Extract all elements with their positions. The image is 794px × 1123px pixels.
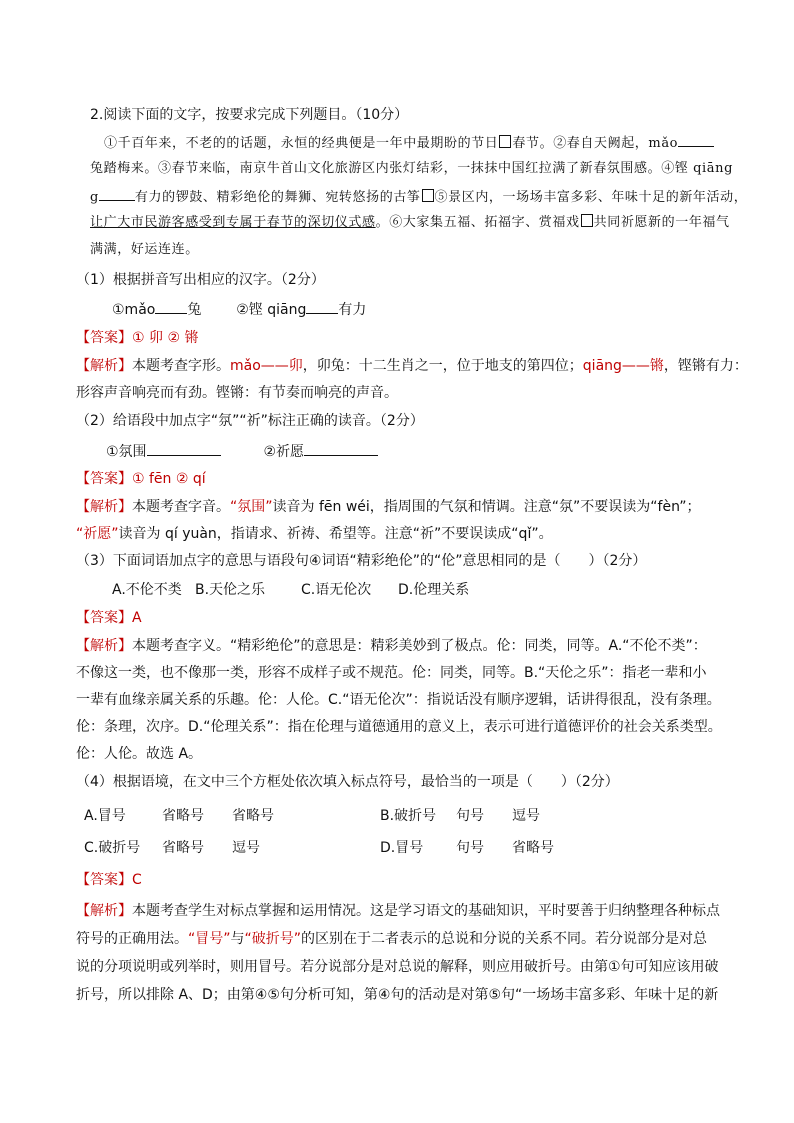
analysis-tag: 【解析】 bbox=[76, 638, 132, 654]
analysis-highlight: mǎo——卯 bbox=[230, 358, 303, 374]
q4-analysis-line-1 bbox=[76, 901, 720, 921]
q4-option-d-1: D.冒号 bbox=[380, 840, 424, 856]
passage-text: g bbox=[90, 190, 99, 205]
analysis-text: 本题考查学生对标点掌握和运用情况。这是学习语文的基础知识，平时要善于归纳整理各种标点 bbox=[132, 903, 720, 919]
passage-line-4 bbox=[90, 213, 730, 233]
blank-line bbox=[306, 299, 338, 314]
analysis-highlight: “祈愿” bbox=[76, 526, 119, 542]
blank-box-3 bbox=[581, 214, 593, 227]
analysis-text: ，铿锵有力： bbox=[663, 358, 748, 374]
answer-text: ① fēn ② qí bbox=[132, 471, 206, 487]
analysis-text: 的区别在于二者表示的总说和分说的关系不同。若分说部分是对总 bbox=[301, 931, 708, 947]
q2-stem: （2）给语段中加点字“氛”“祈”标注正确的读音。（2分） bbox=[76, 413, 424, 429]
q4-analysis-line-4: 折号，所以排除 A、D；由第④⑤句分析可知，第④句的活动是对第⑤句“一场场丰富多彩、年味十足的新 bbox=[76, 987, 719, 1003]
passage-line-3 bbox=[90, 186, 747, 208]
q3-option-d: D.伦理关系 bbox=[398, 582, 470, 598]
analysis-text: 符号的正确用法。 bbox=[76, 931, 188, 947]
q1-analysis-line-2: 形容声音响亮而有劲。铿锵：有节奏而响亮的声音。 bbox=[76, 385, 398, 401]
q1-item-a-tail: 兔 bbox=[187, 302, 202, 318]
passage-line-1 bbox=[104, 132, 714, 154]
q3-analysis-line-5: 伦：人伦。故选 A。 bbox=[76, 746, 203, 762]
q2-item-b: ②祈愿 bbox=[263, 444, 305, 460]
q3-option-b: B.天伦之乐 bbox=[195, 582, 266, 598]
q3-analysis-line-4: 伦：条理，次序。D.“伦理关系”：指在伦理与道德通用的意义上，表示可进行道德评价的社会关系类型。 bbox=[76, 719, 722, 735]
q2-answer bbox=[76, 469, 206, 489]
passage-text: 。⑥大家集五福、拓福字、赏福戏 bbox=[375, 215, 580, 230]
q1-item-a: ①mǎo bbox=[112, 302, 156, 318]
q3-analysis-line-2: 不像这一类，也不像那一类，形容不成样子或不规范。伦：同类，同等。B.“天伦之乐”：指老一辈和小 bbox=[76, 665, 707, 681]
q4-option-a-3: 省略号 bbox=[232, 808, 274, 824]
q4-option-b-3: 逗号 bbox=[512, 808, 540, 824]
q1-items bbox=[112, 299, 366, 320]
blank-line bbox=[99, 186, 135, 201]
q3-option-a: A.不伦不类 bbox=[112, 582, 182, 598]
passage-line-5: 满满，好运连连。 bbox=[90, 242, 199, 257]
passage-text: 春节。②春自天阙起，mǎo bbox=[512, 136, 679, 151]
blank-line bbox=[304, 441, 378, 456]
q2-items bbox=[106, 441, 378, 462]
q2-analysis-line-1 bbox=[76, 497, 700, 517]
q4-option-c-2: 省略号 bbox=[162, 840, 204, 856]
analysis-tag: 【解析】 bbox=[76, 903, 132, 919]
q4-analysis-line-2 bbox=[76, 929, 707, 949]
q4-stem: （4）根据语境，在文中三个方框处依次填入标点符号，最恰当的一项是（ ）（2分） bbox=[76, 774, 619, 790]
analysis-text: 本题考查字义。“精彩绝伦”的意思是：精彩美妙到了极点。伦：同类，同等。A.“不伦不类”： bbox=[132, 638, 707, 654]
q1-analysis-line-1 bbox=[76, 356, 748, 376]
passage-text: 共同祈愿新的一年福气 bbox=[593, 215, 730, 230]
q4-option-a-2: 省略号 bbox=[162, 808, 204, 824]
blank-line bbox=[678, 132, 714, 147]
analysis-highlight: “冒号” bbox=[188, 931, 231, 947]
blank-box-2 bbox=[422, 189, 434, 202]
question-title: 2.阅读下面的文字，按要求完成下列题目。（10分） bbox=[90, 107, 409, 123]
passage-text: ①千百年来，不老的的话题，永恒的经典便是一年中最期盼的节日 bbox=[104, 136, 499, 151]
analysis-text: 读音为 qí yuàn，指请求、祈祷、希望等。注意“祈”不要误读成“qǐ”。 bbox=[118, 526, 553, 542]
analysis-text: 本题考查字形。 bbox=[132, 358, 230, 374]
answer-tag: 【答案】 bbox=[76, 471, 132, 487]
q3-answer bbox=[76, 608, 142, 628]
q4-option-b-1: B.破折号 bbox=[380, 808, 437, 824]
q4-option-d-2: 句号 bbox=[456, 840, 484, 856]
analysis-text: 本题考查字音。 bbox=[132, 499, 230, 515]
q4-option-d-3: 省略号 bbox=[512, 840, 554, 856]
answer-text: ① 卯 ② 锵 bbox=[132, 330, 199, 346]
analysis-tag: 【解析】 bbox=[76, 499, 132, 515]
passage-text: 有力的锣鼓、精彩绝伦的舞狮、宛转悠扬的古筝 bbox=[134, 190, 421, 205]
q3-analysis-line-1 bbox=[76, 636, 707, 656]
analysis-text: 读音为 fēn wéi，指周围的气氛和情调。注意“氛”不要误读为“fèn”； bbox=[272, 499, 701, 515]
analysis-tag: 【解析】 bbox=[76, 358, 132, 374]
passage-line-2: 兔踏梅来。③春节来临，南京牛首山文化旅游区内张灯结彩，一抹抹中国红拉满了新春氛围感。④铿 qiāng bbox=[90, 161, 734, 176]
answer-tag: 【答案】 bbox=[76, 330, 132, 346]
q4-analysis-line-3: 说的分项说明或列举时，则用冒号。若分说部分是对总说的解释，则应用破折号。由第①句可知应该用破 bbox=[76, 959, 719, 975]
q3-analysis-line-3: 一辈有血缘亲属关系的乐趣。伦：人伦。C.“语无伦次”：指说话没有顺序逻辑，话讲得很乱，没有条理。 bbox=[76, 692, 721, 708]
q1-item-b-tail: 有力 bbox=[338, 302, 367, 318]
blank-line bbox=[155, 299, 187, 314]
q1-item-b: ②铿 qiāng bbox=[236, 302, 307, 318]
answer-text: A bbox=[132, 610, 142, 626]
q1-stem: （1）根据拼音写出相应的汉字。（2分） bbox=[76, 272, 325, 288]
analysis-highlight: “氛围” bbox=[230, 499, 273, 515]
q4-option-c-3: 逗号 bbox=[232, 840, 260, 856]
q4-option-b-2: 句号 bbox=[456, 808, 484, 824]
q4-option-a-1: A.冒号 bbox=[84, 808, 126, 824]
analysis-text: ，卯兔：十二生肖之一，位于地支的第四位； bbox=[302, 358, 583, 374]
answer-tag: 【答案】 bbox=[76, 872, 132, 888]
passage-text: ⑤景区内，一场场丰富多彩、年味十足的新年活动， bbox=[434, 190, 748, 205]
q4-answer bbox=[76, 870, 142, 890]
q1-answer bbox=[76, 328, 198, 348]
answer-text: C bbox=[132, 872, 142, 888]
analysis-text: 与 bbox=[230, 931, 245, 947]
analysis-highlight: qiāng——锵 bbox=[582, 358, 664, 374]
blank-box-1 bbox=[499, 135, 511, 148]
underlined-sentence: 让广大市民游客感受到专属于春节的深切仪式感 bbox=[90, 215, 376, 230]
analysis-highlight: “破折号” bbox=[244, 931, 302, 947]
q3-option-c: C.语无伦次 bbox=[301, 582, 372, 598]
q4-option-c-1: C.破折号 bbox=[84, 840, 141, 856]
q2-item-a: ①氛围 bbox=[106, 444, 147, 460]
q2-analysis-line-2 bbox=[76, 524, 553, 544]
blank-line bbox=[147, 441, 221, 456]
answer-tag: 【答案】 bbox=[76, 610, 132, 626]
q3-stem: （3）下面词语加点字的意思与语段句④词语“精彩绝伦”的“伦”意思相同的是（ ）（2分） bbox=[76, 553, 647, 569]
